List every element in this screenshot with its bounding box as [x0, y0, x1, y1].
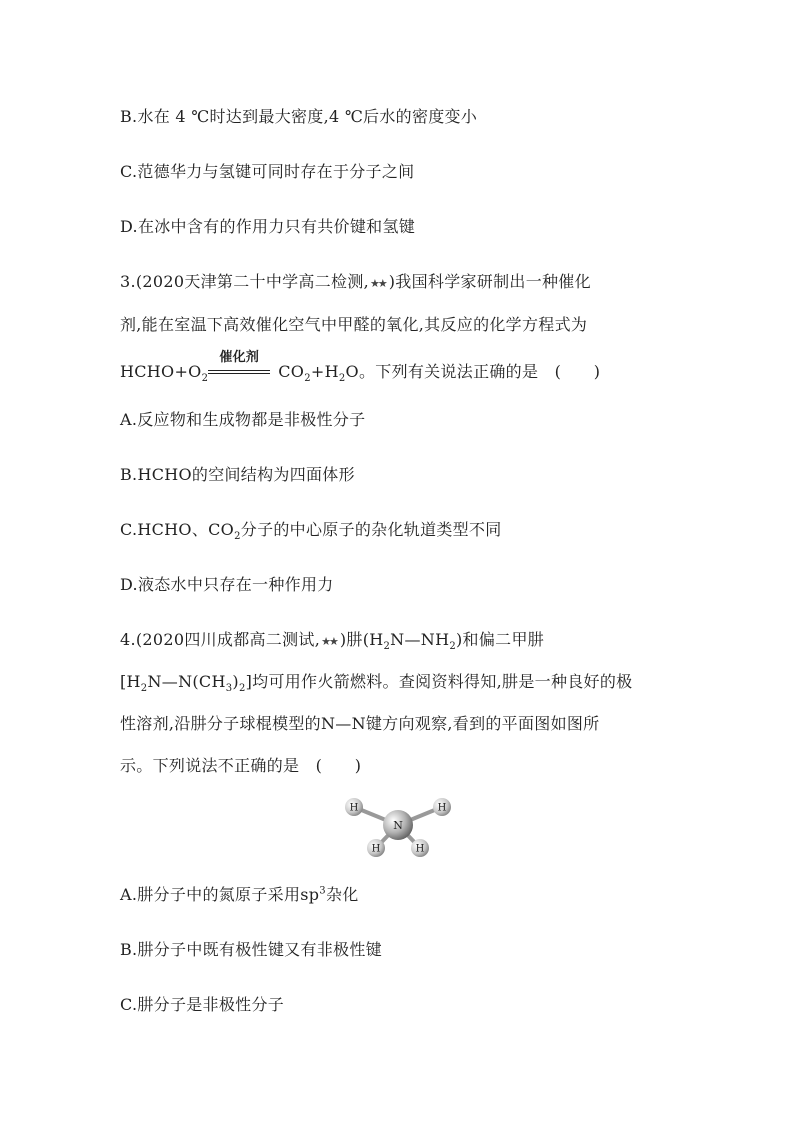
atom-label-h: H	[415, 843, 425, 855]
q4-option-c: C.肼分子是非极性分子	[120, 995, 285, 1014]
q3-option-d: D.液态水中只存在一种作用力	[120, 575, 334, 594]
eq-reactants: HCHO+O	[120, 362, 202, 381]
hydrazine-ball-stick-figure	[340, 795, 460, 863]
q3-option-a: A.反应物和生成物都是非极性分子	[120, 410, 366, 429]
q4-option-a: A.肼分子中的氮原子采用$sp^3$杂化	[120, 885, 359, 904]
eq-product-h2o: +H	[310, 362, 339, 381]
eq-subscript: 2	[338, 373, 346, 385]
q3-stem-line1	[120, 272, 591, 294]
q3-stem-line2: 剂,能在室温下高效催化空气中甲醛的氧化,其反应的化学方程式为	[120, 315, 588, 334]
eq-subscript: 2	[201, 373, 209, 385]
q2-option-d: D.在冰中含有的作用力只有共价键和氢键	[120, 217, 416, 236]
q4-stem-line3: 性溶剂,沿肼分子球棍模型的N—N键方向观察,看到的平面图如图所	[120, 714, 600, 733]
q3-option-c: C.HCHO、$CO_2$分子的中心原子的杂化轨道类型不同	[120, 520, 502, 543]
atom-label-n: N	[393, 819, 403, 832]
q4-option-b: B.肼分子中既有极性键又有非极性键	[120, 940, 382, 959]
q4-source: 4.(2020四川成都高二测试,	[120, 630, 321, 649]
atom-label-h: H	[437, 802, 447, 814]
q3-stem-text: )我国科学家研制出一种催化	[388, 272, 591, 291]
q3-equation	[120, 350, 601, 385]
q4-stem-line4: 示。下列说法不正确的是 ( )	[120, 756, 362, 775]
reaction-condition: 催化剂	[219, 350, 260, 365]
atom-label-h: H	[349, 802, 359, 814]
q4-stem-line1: 4.(2020四川成都高二测试,★★ )肼$(H_2N—NH_2)$和偏二甲肼	[120, 630, 545, 653]
q2-option-b: B.水在 4 ℃时达到最大密度,4 ℃后水的密度变小	[120, 107, 478, 126]
q3-option-b: B.HCHO的空间结构为四面体形	[120, 465, 355, 484]
atom-label-h: H	[371, 843, 381, 855]
eq-subscript: 2	[304, 373, 311, 385]
q4-stem-line2: $[H_2N—N(CH_3)_2]$均可用作火箭燃料。查阅资料得知,肼是一种良好的极	[120, 672, 633, 695]
q3-source: 3.(2020天津第二十中学高二检测,	[120, 272, 370, 291]
reaction-arrow	[208, 350, 270, 382]
difficulty-stars-icon: ★★	[321, 635, 337, 648]
q3-question: O。下列有关说法正确的是 ( )	[345, 362, 601, 381]
difficulty-stars-icon: ★★	[370, 277, 386, 290]
q2-option-c: C.范德华力与氢键可同时存在于分子之间	[120, 162, 415, 181]
eq-product-co2: CO	[278, 362, 305, 381]
